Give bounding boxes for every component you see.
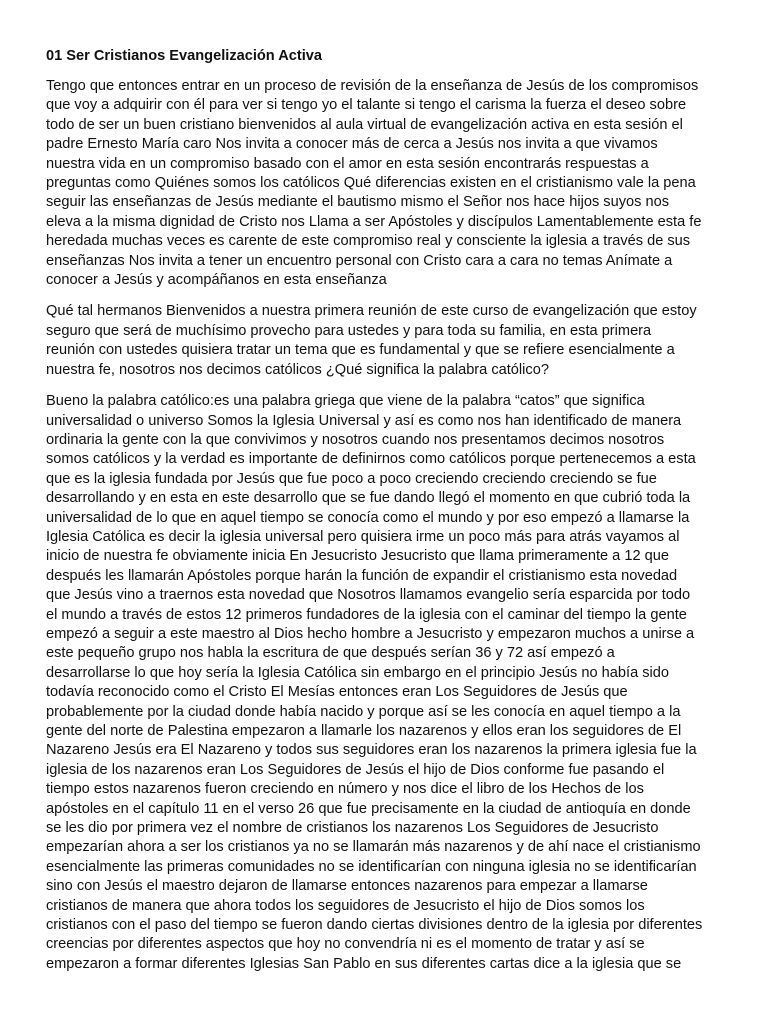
text-line: inicio de nuestra fe obviamente inicia En Jesucristo Jesucristo que llama primeramente a 12 que bbox=[46, 548, 669, 565]
text-line: esencialmente las primeras comunidades no se identificarían con ninguna iglesia no se identificarían bbox=[46, 858, 697, 875]
text-line: todo de ser un buen cristiano bienvenidos al aula virtual de evangelización activa en esta sesión el bbox=[46, 116, 683, 133]
text-line: probablemente por la ciudad donde había nacido y porque así se les conocía en aquel tiempo a la bbox=[46, 703, 681, 720]
text-line: reunión con ustedes quisiera tratar un tema que es fundamental y que se refiere esencialmente a bbox=[46, 342, 675, 359]
text-line: ordinaria la gente con la que convivimos y nosotros cuando nos presentamos decimos nosotros bbox=[46, 431, 665, 448]
text-line: Bueno la palabra católico:es una palabra griega que viene de la palabra “catos” que significa bbox=[46, 393, 645, 410]
text-line: nuestra vida en un compromiso basado con el amor en esta sesión encontrarás respuestas a bbox=[46, 155, 649, 172]
text-line: cristianos con el paso del tiempo se fueron dando ciertas divisiones dentro de la iglesia por diferentes bbox=[46, 917, 703, 934]
text-line: iglesia de los nazarenos eran Los Seguidores de Jesús el hijo de Dios conforme fue pasando el bbox=[46, 761, 665, 778]
text-line: tiempo estos nazarenos fueron creciendo en número y nos dice el libro de los Hechos de los bbox=[46, 781, 644, 798]
text-line: después les llamarán Apóstoles porque harán la función de expandir el cristianismo esta novedad bbox=[46, 567, 678, 584]
text-line: Tengo que entonces entrar en un proceso de revisión de la enseñanza de Jesús de los compromisos bbox=[46, 78, 699, 94]
text-line: el mundo a través de estos 12 primeros fundadores de la iglesia con el caminar del tiempo la gente bbox=[46, 606, 687, 623]
text-line: seguir las enseñanzas de Jesús mediante el bautismo mismo el Señor nos hace hijos suyos nos bbox=[46, 194, 670, 211]
text-line: todavía reconocido como el Cristo El Mesías entonces eran Los Seguidores de Jesús que bbox=[46, 684, 628, 701]
text-line: que Jesús vino a traernos esta novedad que Nosotros llamamos evangelio sería esparcida por todo bbox=[46, 587, 691, 604]
text-line: padre Ernesto María caro Nos invita a conocer más de cerca a Jesús nos invita a que vivamos bbox=[46, 136, 658, 153]
text-line: enseñanzas Nos invita a tener un encuentro personal con Cristo cara a cara no temas Anímate a bbox=[46, 252, 673, 269]
text-line: preguntas como Quiénes somos los católicos Qué diferencias existen en el cristianismo vale la pena bbox=[46, 175, 696, 192]
text-line: eleva a la misma dignidad de Cristo nos Llama a ser Apóstoles y discípulos Lamentablemente esta fe bbox=[46, 213, 702, 230]
document-body bbox=[46, 77, 724, 974]
text-line: Iglesia Católica es decir la iglesia universal pero quisiera irme un poco más para atrás vayamos al bbox=[46, 528, 680, 545]
paragraph bbox=[46, 77, 724, 290]
text-line: creencias por diferentes aspectos que hoy no convendría ni es el momento de tratar y así se bbox=[46, 936, 645, 953]
text-line: empezó a seguir a este maestro al Dios hecho hombre a Jesucristo y empezaron muchos a unirse a bbox=[46, 625, 695, 642]
text-line: este pequeño grupo nos habla la escritura de que después serían 36 y 72 así empezó a bbox=[46, 645, 615, 662]
text-line: desarrollarse lo que hoy sería la Iglesia Católica sin embargo en el principio Jesús no había sido bbox=[46, 664, 670, 681]
text-line: Nazareno Jesús era El Nazareno y todos sus seguidores eran los nazarenos la primera iglesia fue la bbox=[46, 742, 697, 759]
text-line: universalidad o universo Somos la Iglesia Universal y así es como nos han identificado de manera bbox=[46, 412, 682, 429]
text-line: heredada muchas veces es carente de este compromiso real y consciente la iglesia a través de sus bbox=[46, 233, 691, 250]
text-line: desarrollando y en esta en este desarrollo que se fue dando llegó el momento en que cubrió toda la bbox=[46, 490, 691, 507]
text-line: empezaron a formar diferentes Iglesias San Pablo en sus diferentes cartas dice a la iglesia que se bbox=[46, 955, 682, 972]
text-line: cristianos de manera que ahora todos los seguidores de Jesucristo el hijo de Dios somos los bbox=[46, 897, 645, 914]
text-line: somos católicos y la verdad es importante de definirnos como católicos porque pertenecemos a esta bbox=[46, 451, 696, 468]
document-title: 01 Ser Cristianos Evangelización Activa bbox=[46, 48, 323, 64]
text-line: Qué tal hermanos Bienvenidos a nuestra primera reunión de este curso de evangelización que estoy bbox=[46, 303, 697, 320]
text-line: apóstoles en el capítulo 11 en el verso 26 que fue precisamente en la ciudad de antioquía en donde bbox=[46, 800, 691, 817]
paragraph bbox=[46, 302, 724, 380]
text-line: conocer a Jesús y acompáñanos en esta enseñanza bbox=[46, 272, 387, 289]
text-line: seguro que será de muchísimo provecho para ustedes y para toda su familia, en esta primera bbox=[46, 322, 652, 339]
text-line: se les dio por primera vez el nombre de cristianos los nazarenos Los Seguidores de Jesucristo bbox=[46, 820, 659, 837]
text-line: empezarían ahora a ser los cristianos ya no se llamarán más nazarenos y de ahí nace el cristianismo bbox=[46, 839, 701, 856]
text-line: sino con Jesús el maestro dejaron de llamarse entonces nazarenos para empezar a llamarse bbox=[46, 878, 648, 895]
text-line: que voy a adquirir con él para ver si tengo yo el talante si tengo el carisma la fuerza el deseo sobre bbox=[46, 97, 687, 114]
text-line: que es la iglesia fundada por Jesús que fue poco a poco creciendo creciendo creciendo se fue bbox=[46, 470, 657, 487]
text-line: gente del norte de Palestina empezaron a llamarle los nazarenos y ellos eran los seguidores de El bbox=[46, 723, 682, 739]
paragraph bbox=[46, 392, 724, 974]
text-line: nuestra fe, nosotros nos decimos católicos ¿Qué significa la palabra católico? bbox=[46, 361, 549, 378]
text-line: universalidad de lo que en aquel tiempo se conocía como el mundo y por eso empezó a llamarse la bbox=[46, 509, 690, 526]
